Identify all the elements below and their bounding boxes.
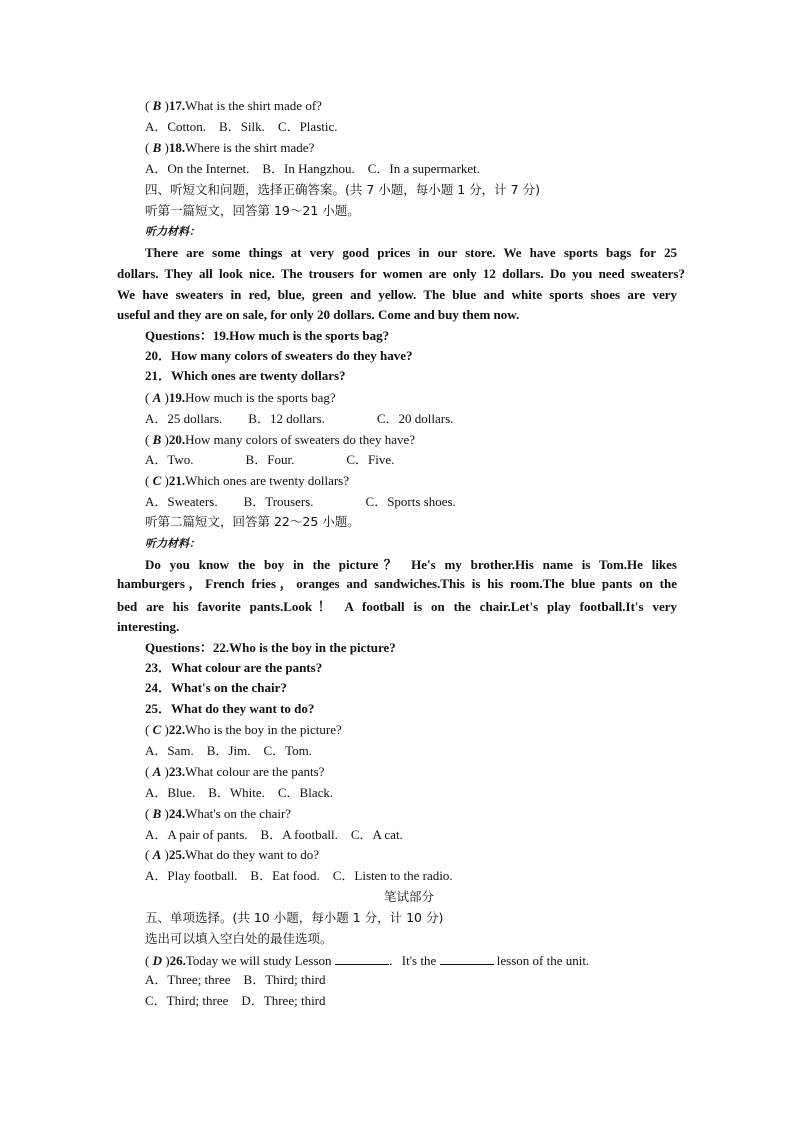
passage-2-line: Do you know the boy in the picture？ He's my brother.His name is Tom.He likes xyxy=(145,557,677,572)
answer-17: B xyxy=(152,98,162,113)
passage-1-question: Questions：19.How much is the sports bag? xyxy=(145,328,390,343)
answer-20: B xyxy=(152,432,162,447)
question-number: 26. xyxy=(169,953,186,968)
passage-2-line: interesting. xyxy=(117,619,180,634)
question-text: How many colors of sweaters do they have? xyxy=(185,432,416,447)
options-18: A．On the Internet. B．In Hangzhou. C．In a supermarket. xyxy=(145,161,481,176)
options-22: A．Sam. B．Jim. C．Tom. xyxy=(145,743,313,758)
question-number: 21. xyxy=(168,473,186,488)
question-23: ( A )23.What colour are the pants? xyxy=(145,764,325,779)
question-number: 22. xyxy=(168,722,186,737)
listening-material-label: 听力材料： xyxy=(145,225,200,238)
question-text-c: lesson of the unit. xyxy=(493,953,590,968)
section-4-heading: 四、听短文和问题，选择正确答案。(共 7 小题，每小题 1 分，计 7 分) xyxy=(145,182,540,197)
answer-19: A xyxy=(152,390,162,405)
passage-1-line: There are some things at very good prices in our store. We have sports bags for 25 xyxy=(145,245,677,260)
answer-blank-1[interactable] xyxy=(335,952,389,965)
passage-2-question: 24．What's on the chair? xyxy=(145,680,287,695)
question-text: What is the shirt made of? xyxy=(185,98,322,113)
answer-21: C xyxy=(152,473,162,488)
answer-22: C xyxy=(152,722,162,737)
passage-1-line: dollars. They all look nice. The trousers for women are only 12 dollars. Do you need sweaters? xyxy=(117,266,685,281)
section-5-instruction: 选出可以填入空白处的最佳选项。 xyxy=(145,931,333,946)
question-number: 20. xyxy=(168,432,186,447)
options-24: A．A pair of pants. B．A football. C．A cat. xyxy=(145,827,403,842)
question-text: What colour are the pants? xyxy=(185,764,325,779)
question-number: 19. xyxy=(168,390,186,405)
question-number: 18. xyxy=(168,140,186,155)
options-25: A．Play football. B．Eat food. C．Listen to the radio. xyxy=(145,868,453,883)
question-22: ( C )22.Who is the boy in the picture? xyxy=(145,722,342,737)
passage-2-question: 23．What colour are the pants? xyxy=(145,660,323,675)
passage-2-line: bed are his favorite pants.Look！ A football is on the chair.Let's play football.It's very xyxy=(117,599,677,614)
passage-2-question: Questions：22.Who is the boy in the picture? xyxy=(145,640,396,655)
question-20: ( B )20.How many colors of sweaters do they have? xyxy=(145,432,416,447)
question-text: Who is the boy in the picture? xyxy=(185,722,342,737)
question-26: ( D )26.Today we will study Lesson ．It's the lesson of the unit. xyxy=(145,953,590,968)
question-text: What's on the chair? xyxy=(185,806,292,821)
options-19: A．25 dollars. B．12 dollars. C．20 dollars. xyxy=(145,411,454,426)
options-26-row2: C．Third; three D．Three; third xyxy=(145,993,326,1008)
question-text-a: Today we will study Lesson xyxy=(185,953,335,968)
options-21: A．Sweaters. B．Trousers. C．Sports shoes. xyxy=(145,494,456,509)
question-25: ( A )25.What do they want to do? xyxy=(145,847,320,862)
question-text: Which ones are twenty dollars? xyxy=(185,473,349,488)
question-21: ( C )21.Which ones are twenty dollars? xyxy=(145,473,349,488)
listening-material-label-2: 听力材料： xyxy=(145,537,200,550)
question-18: ( B )18.Where is the shirt made? xyxy=(145,140,315,155)
question-text-b: ．It's the xyxy=(388,953,440,968)
question-17: ( B )17.What is the shirt made of? xyxy=(145,98,322,113)
passage-2-question: 25．What do they want to do? xyxy=(145,701,315,716)
answer-25: A xyxy=(152,847,162,862)
answer-18: B xyxy=(152,140,162,155)
passage-1-intro: 听第一篇短文，回答第 19～21 小题。 xyxy=(145,203,360,218)
passage-2-intro: 听第二篇短文，回答第 22～25 小题。 xyxy=(145,514,360,529)
question-text: How much is the sports bag? xyxy=(185,390,336,405)
question-text: Where is the shirt made? xyxy=(185,140,315,155)
question-number: 23. xyxy=(168,764,186,779)
answer-23: A xyxy=(152,764,162,779)
options-23: A．Blue. B．White. C．Black. xyxy=(145,785,334,800)
passage-1-question: 20．How many colors of sweaters do they have? xyxy=(145,348,413,363)
question-number: 17. xyxy=(168,98,186,113)
written-part-title: 笔试部分 xyxy=(384,889,435,904)
answer-blank-2[interactable] xyxy=(440,952,494,965)
question-24: ( B )24.What's on the chair? xyxy=(145,806,292,821)
options-20: A．Two. B．Four. C．Five. xyxy=(145,452,395,467)
passage-1-line: useful and they are on sale, for only 20 dollars. Come and buy them now. xyxy=(117,307,520,322)
answer-24: B xyxy=(152,806,162,821)
passage-1-question: 21．Which ones are twenty dollars? xyxy=(145,368,346,383)
question-text: What do they want to do? xyxy=(185,847,320,862)
passage-2-line: hamburgers，French fries，oranges and sandwiches.This is his room.The blue pants on the xyxy=(117,576,677,591)
answer-26: D xyxy=(152,953,162,968)
options-17: A．Cotton. B．Silk. C．Plastic. xyxy=(145,119,338,134)
passage-1-line: We have sweaters in red, blue, green and yellow. The blue and white sports shoes are very xyxy=(117,287,677,302)
options-26-row1: A．Three; three B．Third; third xyxy=(145,972,326,987)
question-19: ( A )19.How much is the sports bag? xyxy=(145,390,336,405)
section-5-heading: 五、单项选择。(共 10 小题，每小题 1 分，计 10 分) xyxy=(145,910,444,925)
question-number: 25. xyxy=(168,847,186,862)
question-number: 24. xyxy=(168,806,186,821)
